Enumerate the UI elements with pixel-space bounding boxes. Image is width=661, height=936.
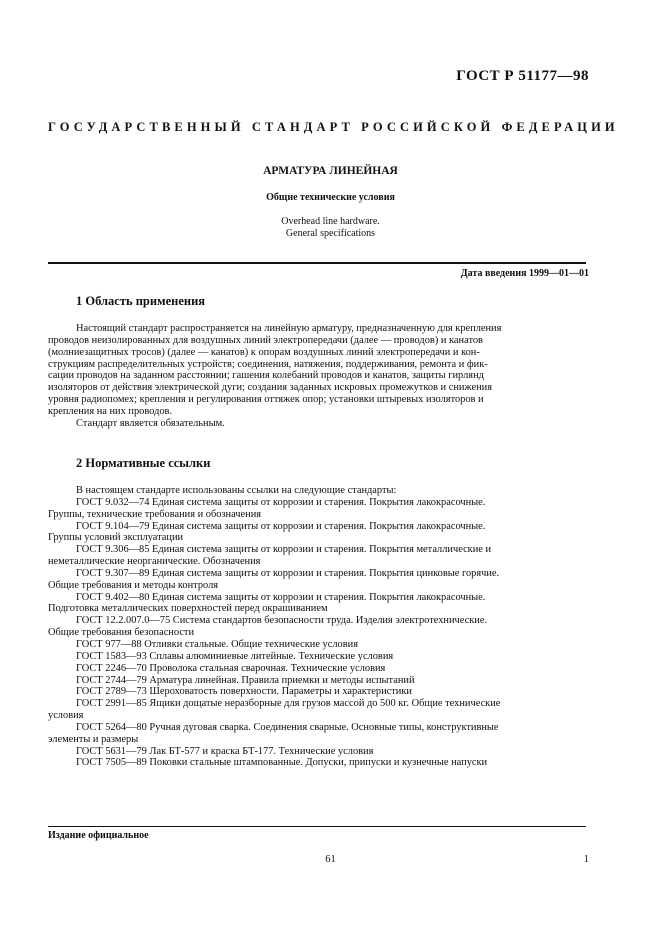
reference-line: ГОСТ 9.104—79 Единая система защиты от коррозии и старения. Покрытия лакокрасочные. bbox=[76, 520, 486, 532]
reference-line: ГОСТ 977—88 Отливки стальные. Общие технические условия bbox=[76, 638, 358, 650]
reference-line: В настоящем стандарте использованы ссылки на следующие стандарты: bbox=[76, 485, 397, 496]
section-1-line: проводов неизолированных для воздушных линий электропередачи (далее — проводов) и канатов bbox=[48, 334, 483, 346]
section-1-line: уровня радиопомех; крепления и регулирования оттяжек опор; установки штыревых изоляторов и bbox=[48, 394, 484, 406]
section-1-line: (молниезащитных тросов) (далее — канатов) к опорам воздушных линий электропередачи и кон- bbox=[48, 346, 480, 358]
reference-line: ГОСТ 9.307—89 Единая система защиты от коррозии и старения. Покрытия цинковые горячие. bbox=[76, 567, 500, 579]
reference-line: неметаллические неорганические. Обозначения bbox=[48, 556, 261, 568]
reference-line: ГОСТ 2246—70 Проволока стальная сварочная. Технические условия bbox=[76, 662, 386, 674]
section-1-line: крепления на них проводов. bbox=[48, 405, 173, 417]
document-title: АРМАТУРА ЛИНЕЙНАЯ bbox=[263, 165, 398, 177]
official-edition-label: Издание официальное bbox=[48, 830, 149, 841]
introduction-date: Дата введения 1999—01—01 bbox=[460, 268, 589, 279]
sheet-number: 1 bbox=[583, 854, 589, 865]
reference-line: ГОСТ 2744—79 Арматура линейная. Правила приемки и методы испытаний bbox=[76, 674, 415, 686]
section-1-line: изоляторов от действия электрической дуги; создания заданных искровых промежутков и снижения bbox=[48, 382, 492, 394]
reference-line: ГОСТ 9.402—80 Единая система защиты от коррозии и старения. Покрытия лакокрасочные. bbox=[76, 591, 486, 603]
reference-line: ГОСТ 7505—89 Поковки стальные штампованные. Допуски, припуски и кузнечные напуски bbox=[76, 757, 488, 769]
section-1-heading: 1 Область применения bbox=[76, 294, 206, 308]
reference-line: Общие требования и методы контроля bbox=[48, 579, 219, 591]
document-subtitle: Общие технические условия bbox=[266, 192, 395, 203]
english-title bbox=[0, 216, 661, 240]
reference-line: ГОСТ 5264—80 Ручная дуговая сварка. Соединения сварные. Основные типы, конструктивные bbox=[76, 721, 499, 733]
reference-line: ГОСТ 5631—79 Лак БТ-577 и краска БТ-177. Технические условия bbox=[76, 745, 374, 757]
english-title-line-1: Overhead line hardware. bbox=[281, 216, 380, 227]
header-divider bbox=[48, 262, 586, 264]
section-1-line: Стандарт является обязательным. bbox=[76, 417, 225, 429]
reference-line: Группы условий эксплуатации bbox=[48, 532, 184, 544]
state-standard-banner: ГОСУДАРСТВЕННЫЙ СТАНДАРТ РОССИЙСКОЙ ФЕДЕРАЦИИ bbox=[48, 120, 619, 134]
reference-line: Группы, технические требования и обозначения bbox=[48, 508, 262, 520]
reference-line: Общие требования безопасности bbox=[48, 627, 195, 639]
section-1-line: сации проводов на заданном расстоянии; гашения колебаний проводов и канатов, защиты гирлянд bbox=[48, 370, 484, 382]
english-title-line-2: General specifications bbox=[285, 228, 376, 239]
footer-divider bbox=[48, 826, 586, 827]
reference-line: ГОСТ 12.2.007.0—75 Система стандартов безопасности труда. Изделия электротехнические. bbox=[76, 615, 488, 627]
section-2-body bbox=[48, 485, 586, 769]
section-1-line: струкциям распределительных устройств; соединения, натяжения, поддерживания, ремонта и фик- bbox=[48, 358, 488, 370]
section-2-heading: 2 Нормативные ссылки bbox=[76, 456, 211, 470]
reference-line: ГОСТ 9.032—74 Единая система защиты от коррозии и старения. Покрытия лакокрасочные. bbox=[76, 496, 486, 508]
reference-line: элементы и размеры bbox=[48, 733, 139, 745]
reference-line: Подготовка металлических поверхностей перед окрашиванием bbox=[48, 603, 328, 615]
document-number: ГОСТ Р 51177—98 bbox=[456, 68, 589, 84]
reference-line: условия bbox=[48, 710, 84, 722]
reference-line: ГОСТ 2789—73 Шероховатость поверхности. Параметры и характеристики bbox=[76, 686, 412, 698]
page-number: 61 bbox=[325, 854, 336, 865]
reference-line: ГОСТ 9.306—85 Единая система защиты от коррозии и старения. Покрытия металлические и bbox=[76, 544, 492, 556]
reference-line: ГОСТ 1583—93 Сплавы алюминиевые литейные. Технические условия bbox=[76, 650, 394, 662]
section-1-body bbox=[48, 323, 586, 430]
reference-line: ГОСТ 2991—85 Ящики дощатые неразборные для грузов массой до 500 кг. Общие технические bbox=[76, 698, 501, 710]
section-1-line: Настоящий стандарт распространяется на линейную арматуру, предназначенную для крепления bbox=[76, 323, 502, 334]
